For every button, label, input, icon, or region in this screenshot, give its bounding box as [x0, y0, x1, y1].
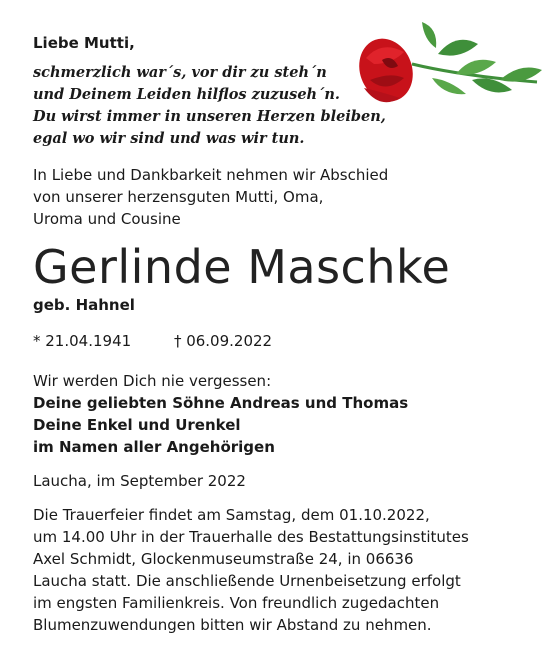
maiden-name: geb. Hahnel [33, 296, 135, 314]
poem-line: schmerzlich war´s, vor dir zu steh´n [33, 64, 327, 81]
farewell-intro [33, 164, 530, 230]
funeral-line: im engsten Familienkreis. Von freundlich zugedachten [33, 594, 440, 612]
funeral-line: Die Trauerfeier findet am Samstag, dem 01.10.2022, [33, 506, 430, 524]
death-date: † 06.09.2022 [173, 332, 273, 350]
salutation: Liebe Mutti, [33, 34, 135, 52]
intro-line: von unserer herzensguten Mutti, Oma, [33, 188, 324, 206]
funeral-line: Laucha statt. Die anschließende Urnenbeisetzung erfolgt [33, 572, 461, 590]
rose-icon [352, 14, 544, 126]
deceased-name: Gerlinde Maschke [33, 240, 451, 294]
poem-line: egal wo wir sind und was wir tun. [33, 130, 305, 147]
intro-line: In Liebe und Dankbarkeit nehmen wir Abschied [33, 166, 389, 184]
funeral-line: um 14.00 Uhr in der Trauerhalle des Bestattungsinstitutes [33, 528, 469, 546]
intro-line: Uroma und Cousine [33, 210, 181, 228]
mourners [33, 370, 530, 458]
poem-line: und Deinem Leiden hilflos zuzuseh´n. [33, 86, 340, 103]
mourners-intro: Wir werden Dich nie vergessen: [33, 372, 272, 390]
funeral-line: Blumenzuwendungen bitten wir Abstand zu nehmen. [33, 616, 432, 634]
mourners-line: Deine Enkel und Urenkel [33, 416, 241, 434]
funeral-line: Axel Schmidt, Glockenmuseumstraße 24, in 06636 [33, 550, 414, 568]
life-dates [33, 330, 530, 352]
mourners-line: im Namen aller Angehörigen [33, 438, 275, 456]
place-date: Laucha, im September 2022 [33, 472, 246, 490]
funeral-notice [33, 504, 530, 636]
birth-date: * 21.04.1941 [33, 332, 132, 350]
poem-line: Du wirst immer in unseren Herzen bleiben, [33, 108, 386, 125]
mourners-line: Deine geliebten Söhne Andreas und Thomas [33, 394, 409, 412]
